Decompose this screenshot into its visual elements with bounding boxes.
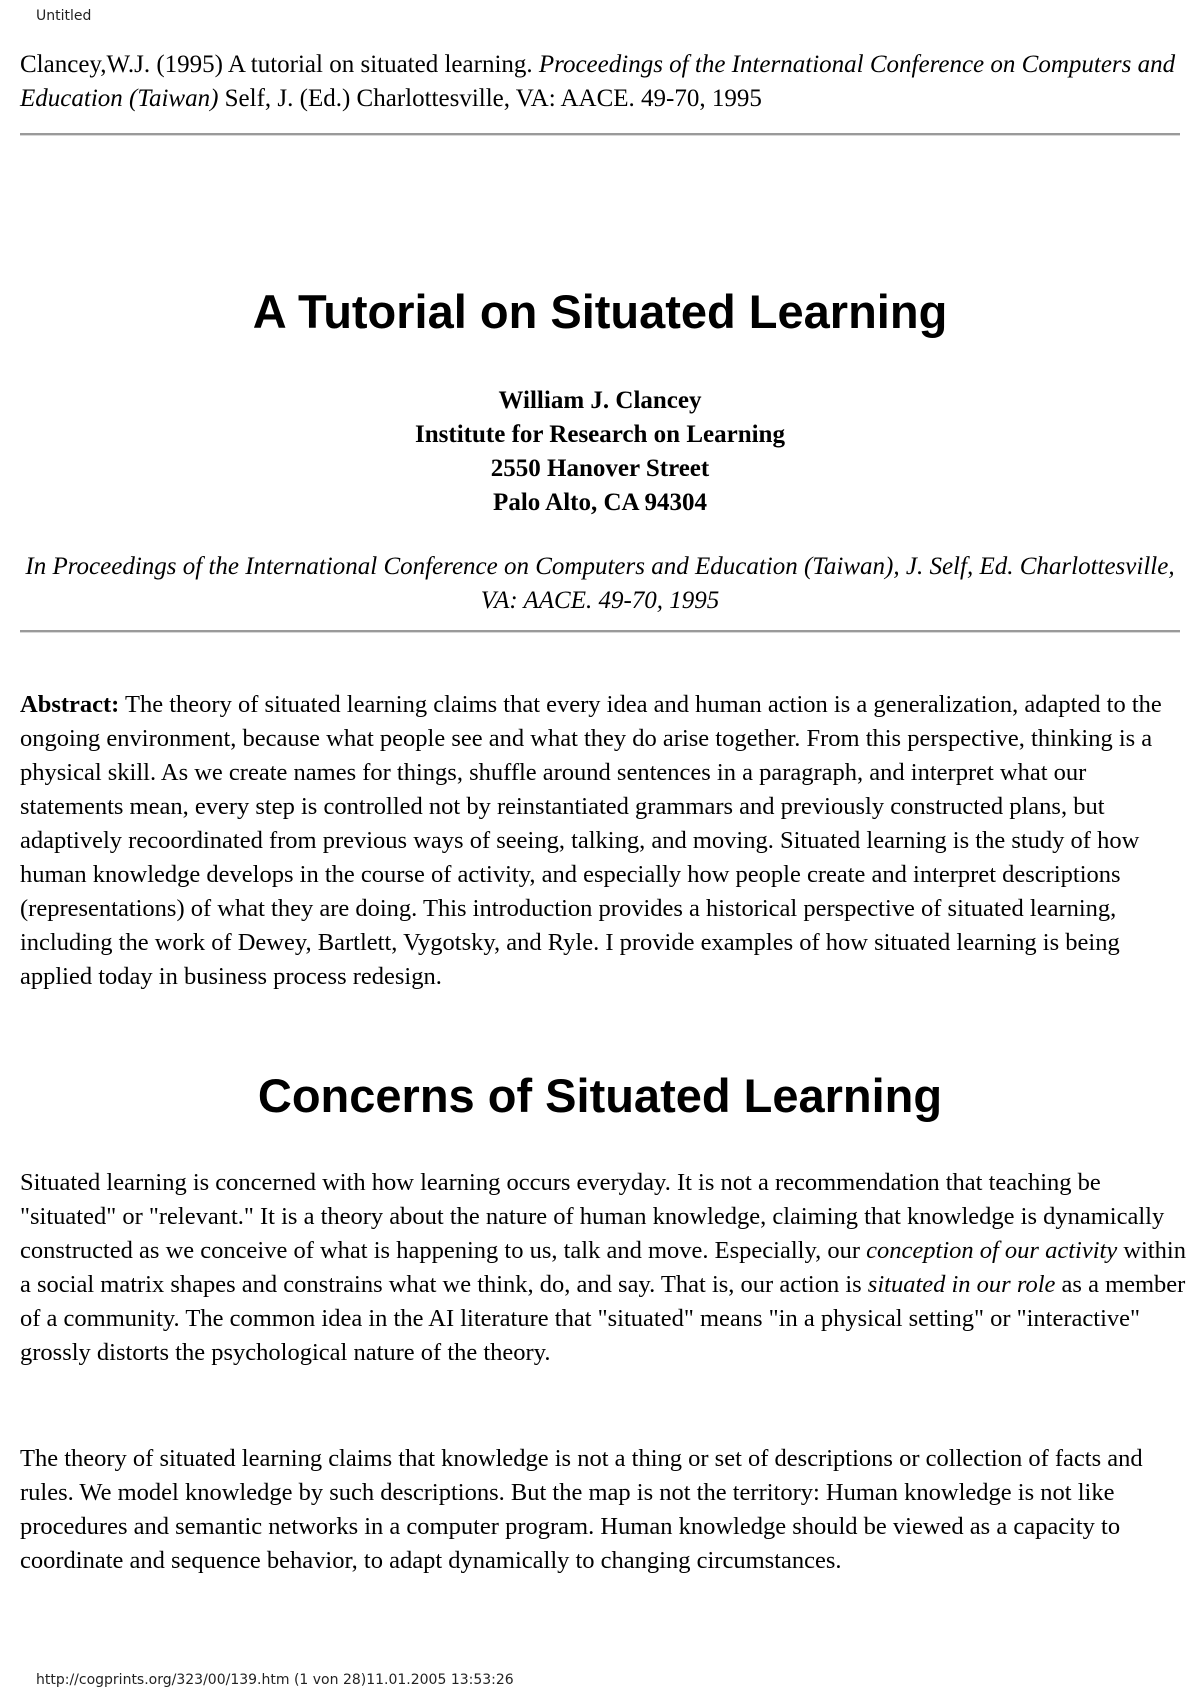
citation-publisher: Self, J. (Ed.) Charlottesville, VA: AACE. 49-70, 1995 <box>218 85 762 112</box>
paragraph: The theory of situated learning claims that knowledge is not a thing or set of descriptions or collection of facts and rules. We model knowledge by such descriptions. But the map is not the territory: Human knowledge is not like procedures and semantic networks in a computer program. Human knowledge should be viewed as a capacity to coordinate and sequence behavior, to adapt dynamically to changing circumstances. <box>20 1445 1143 1574</box>
citation <box>20 48 1180 116</box>
abstract-text: The theory of situated learning claims that every idea and human action is a generalization, adapted to the ongoing environment, because what people see and what they do arise together. From this perspective, thinking is a physical skill. As we create names for things, shuffle around sentences in a paragraph, and interpret what our statements mean, every step is controlled not by reinstantiated grammars and previously constructed plans, but adaptively recoordinated from previous ways of seeing, talking, and moving. Situated learning is the study of how human knowledge develops in the course of activity, and especially how people create and interpret descriptions (representations) of what they are doing. This introduction provides a historical perspective of situated learning, including the work of Dewey, Bartlett, Vygotsky, and Ryle. I provide examples of how situated learning is being applied today in business process redesign. <box>20 691 1162 990</box>
paragraph <box>20 1166 1186 1370</box>
paragraph-emphasis: situated in our role <box>867 1271 1056 1298</box>
abstract-label: Abstract: <box>20 691 120 718</box>
horizontal-rule <box>20 133 1180 136</box>
author-name: William J. Clancey <box>498 387 702 414</box>
author-block <box>0 384 1200 520</box>
proceedings-note: In Proceedings of the International Conference on Computers and Education (Taiwan), J. Self, Ed. Charlottesville, VA: AACE. 49-70, 1995 <box>25 553 1175 614</box>
page-title: A Tutorial on Situated Learning <box>252 285 948 338</box>
citation-venue: Proceedings of the International Conference on Computers and Education (Taiwan) <box>20 51 1176 112</box>
author-street: 2550 Hanover Street <box>490 455 710 482</box>
citation-authors: Clancey,W.J. (1995) A tutorial on situated learning. <box>20 51 539 78</box>
section-heading: Concerns of Situated Learning <box>257 1069 943 1122</box>
author-city: Palo Alto, CA 94304 <box>493 489 707 516</box>
paragraph-text: Situated learning is concerned with how learning occurs everyday. It is not a recommendation that teaching be "situated" or "relevant." It is a theory about the nature of human knowledge, claiming that knowledge is dynamically constructed as we conceive of what is happening to us, talk and move. Especially, our <box>20 1169 1165 1264</box>
horizontal-rule <box>20 630 1180 633</box>
paragraph-emphasis: conception of our activity <box>866 1237 1118 1264</box>
paragraph-text: as a member of a community. The common idea in the AI literature that "situated" means "in a physical setting" or "interactive" grossly distorts the psychological nature of the theory. <box>20 1271 1186 1366</box>
abstract <box>20 688 1186 994</box>
paragraph-text: within a social matrix shapes and constrains what we think, do, and say. That is, our action is <box>20 1237 1186 1298</box>
author-institution: Institute for Research on Learning <box>415 421 785 448</box>
page-footer-url: http://cogprints.org/323/00/139.htm (1 von 28)11.01.2005 13:53:26 <box>36 1672 514 1688</box>
page-header-title: Untitled <box>36 8 92 24</box>
